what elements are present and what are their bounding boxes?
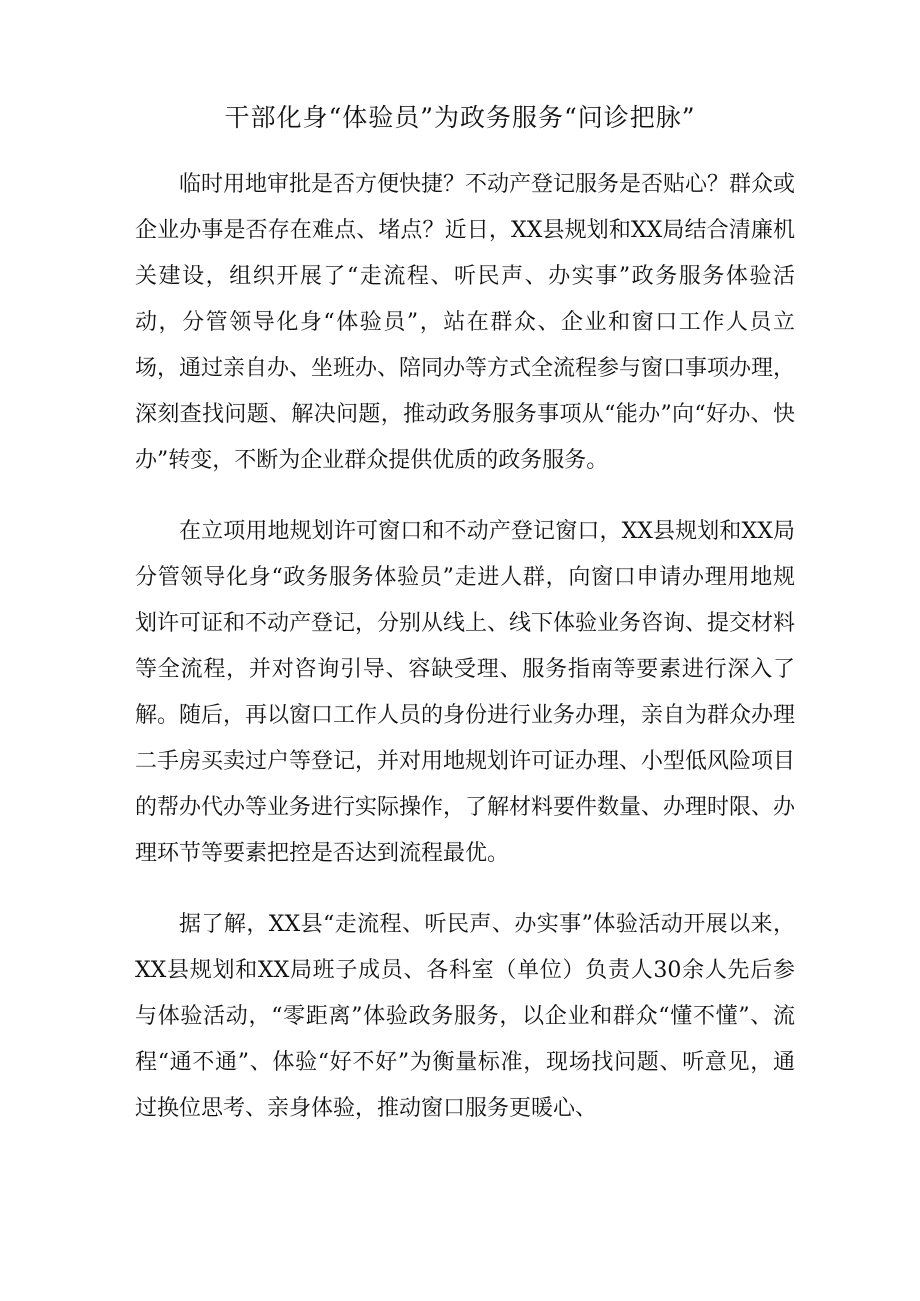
document-body: [135, 162, 795, 1157]
document-title: 干部化身“体验员”为政务服务“问诊把脉”: [224, 103, 696, 132]
paragraph-3: 据了解，XX县“走流程、听民声、办实事”体验活动开展以来，XX县规划和XX局班子成员、各科室（单位）负责人30余人先后参与体验活动，“零距离”体验政务服务，以企业和群众“懂不懂”、流程“通不通”、体验“好不好”为衡量标准，现场找问题、听意见，通过换位思考、亲身体验，推动窗口服务更暖心、: [135, 912, 795, 1121]
paragraph-2: 在立项用地规划许可窗口和不动产登记窗口，XX县规划和XX局分管领导化身“政务服务体验员”走进人群，向窗口申请办理用地规划许可证和不动产登记，分别从线上、线下体验业务咨询、提交材料等全流程，并对咨询引导、容缺受理、服务指南等要素进行深入了解。随后，再以窗口工作人员的身份进行业务办理，亲自为群众办理二手房买卖过户等登记，并对用地规划许可证办理、小型低风险项目的帮办代办等业务进行实际操作，了解材料要件数量、办理时限、办理环节等要素把控是否达到流程最优。: [135, 519, 796, 866]
paragraph-1: 临时用地审批是否方便快捷？不动产登记服务是否贴心？群众或企业办事是否存在难点、堵点？近日，XX县规划和XX局结合清廉机关建设，组织开展了“走流程、听民声、办实事”政务服务体验活动，分管领导化身“体验员”，站在群众、企业和窗口工作人员立场，通过亲自办、坐班办、陪同办等方式全流程参与窗口事项办理，深刻查找问题、解决问题，推动政务服务事项从“能办”向“好办、快办”转变，不断为企业群众提供优质的政务服务。: [135, 172, 796, 473]
